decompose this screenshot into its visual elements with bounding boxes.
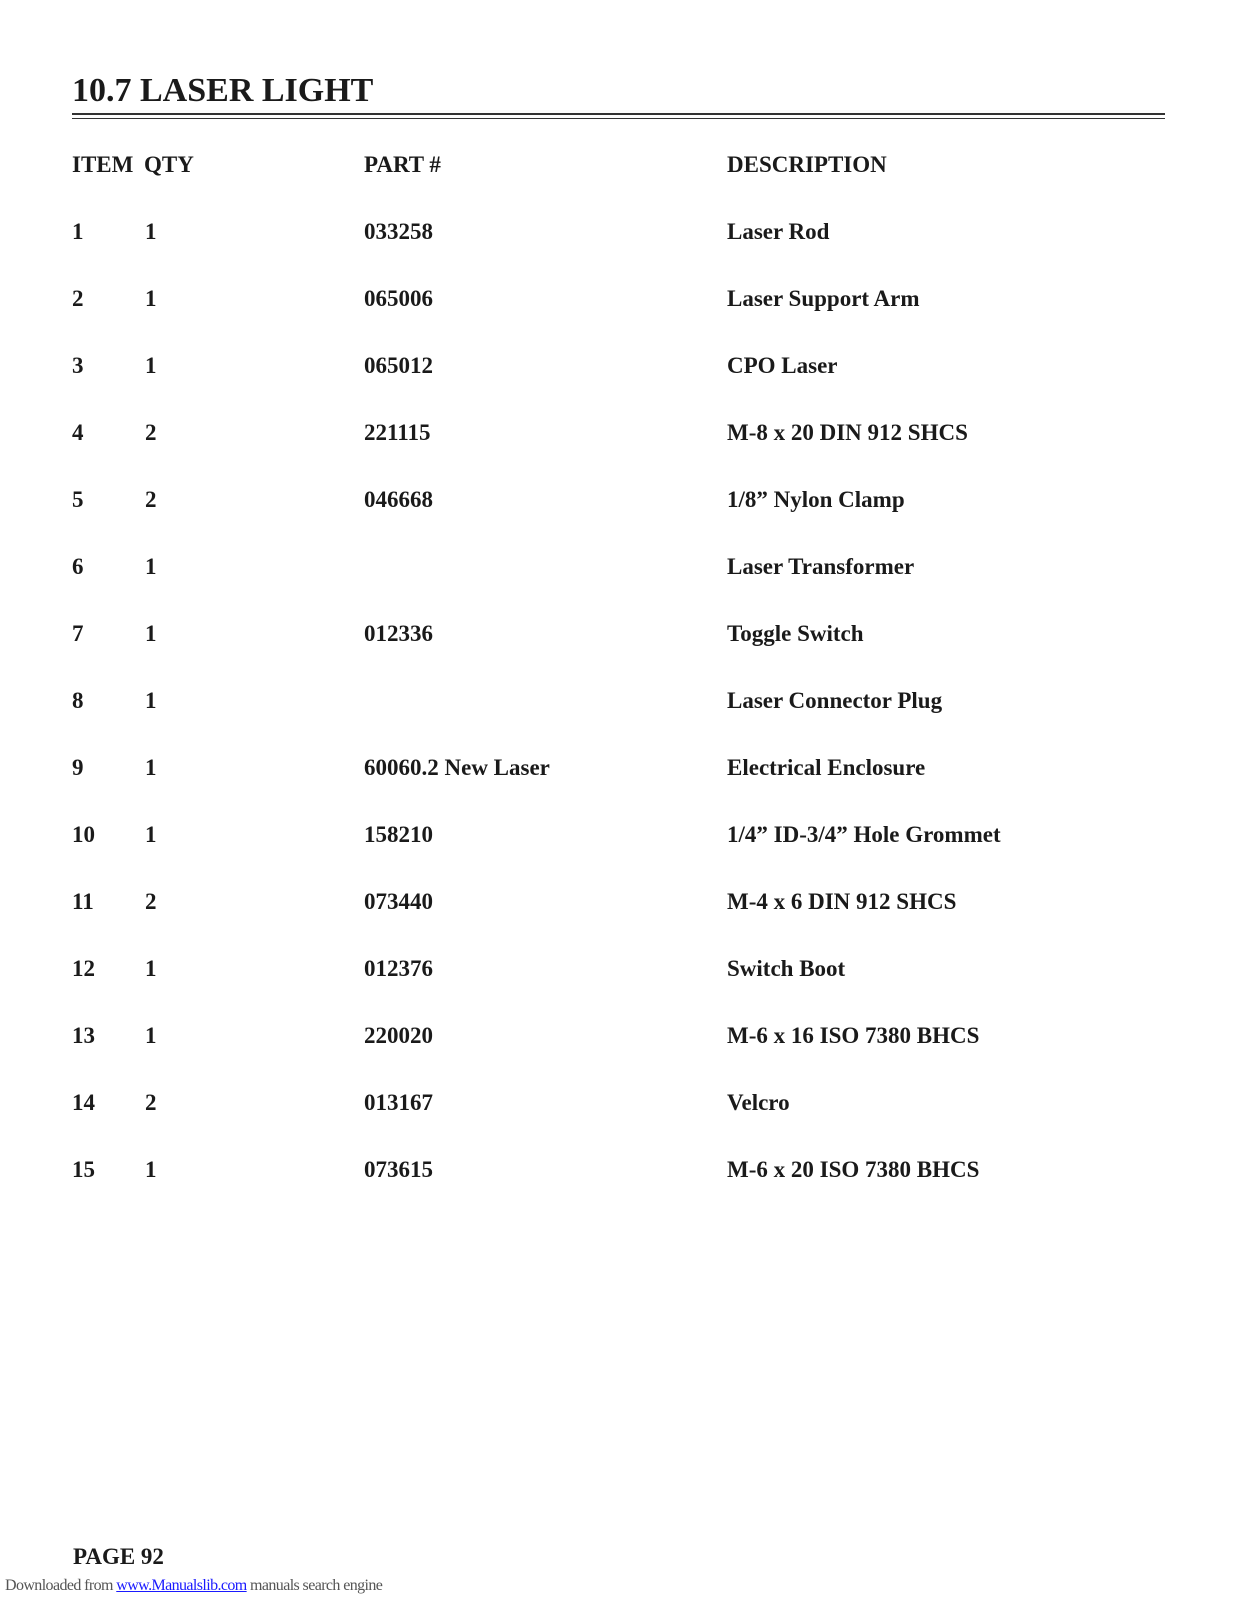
table-row: [72, 1023, 1165, 1090]
cell-item: 14: [72, 1090, 95, 1115]
cell-description: Laser Support Arm: [727, 286, 920, 311]
cell-part: 065006: [364, 286, 433, 311]
cell-description: Laser Transformer: [727, 554, 915, 579]
table-row: [72, 755, 1165, 822]
cell-description: Velcro: [727, 1090, 790, 1115]
title-rule-thick: [72, 113, 1165, 115]
cell-description: CPO Laser: [727, 353, 838, 378]
table-row: [72, 688, 1165, 755]
cell-qty: 1: [145, 621, 157, 646]
cell-qty: 1: [145, 219, 157, 244]
table-row: [72, 554, 1165, 621]
cell-qty: 1: [145, 554, 157, 579]
cell-description: Laser Rod: [727, 219, 830, 244]
cell-qty: 2: [145, 487, 157, 512]
cell-item: 2: [72, 286, 84, 311]
cell-description: M-8 x 20 DIN 912 SHCS: [727, 420, 968, 445]
cell-item: 1: [72, 219, 84, 244]
table-row: [72, 487, 1165, 554]
column-header-item: ITEM: [72, 152, 134, 177]
cell-qty: 1: [145, 286, 157, 311]
cell-qty: 1: [145, 956, 157, 981]
cell-description: M-6 x 20 ISO 7380 BHCS: [727, 1157, 980, 1182]
table-row: [72, 1157, 1165, 1224]
column-header-qty: QTY: [144, 152, 194, 177]
table-row: [72, 420, 1165, 487]
cell-item: 10: [72, 822, 95, 847]
cell-qty: 1: [145, 755, 157, 780]
cell-item: 15: [72, 1157, 95, 1182]
cell-part: 033258: [364, 219, 433, 244]
cell-qty: 1: [145, 688, 157, 713]
cell-part: 012336: [364, 621, 433, 646]
column-header-part: PART #: [364, 152, 441, 177]
page-title: 10.7 LASER LIGHT: [72, 72, 374, 109]
cell-description: Switch Boot: [727, 956, 846, 981]
cell-qty: 1: [145, 822, 157, 847]
table-row: [72, 956, 1165, 1023]
cell-item: 12: [72, 956, 95, 981]
cell-part: 158210: [364, 822, 433, 847]
table-body: [72, 219, 1165, 1224]
table-row: [72, 1090, 1165, 1157]
cell-qty: 1: [145, 1023, 157, 1048]
footer-prefix: Downloaded from: [5, 1577, 117, 1594]
cell-item: 13: [72, 1023, 95, 1048]
footer-suffix: manuals search engine: [246, 1577, 383, 1594]
cell-qty: 1: [145, 353, 157, 378]
column-header-description: DESCRIPTION: [727, 152, 887, 177]
cell-qty: 2: [145, 889, 157, 914]
cell-qty: 2: [145, 1090, 157, 1115]
title-rule-thin: [72, 118, 1165, 119]
cell-part: 065012: [364, 353, 433, 378]
cell-description: Electrical Enclosure: [727, 755, 926, 780]
cell-description: Laser Connector Plug: [727, 688, 943, 713]
table-row: [72, 621, 1165, 688]
cell-description: 1/4” ID-3/4” Hole Grommet: [727, 822, 1001, 847]
cell-item: 9: [72, 755, 84, 780]
page-number: PAGE 92: [73, 1544, 164, 1569]
table-row: [72, 889, 1165, 956]
cell-part: 046668: [364, 487, 433, 512]
cell-qty: 1: [145, 1157, 157, 1182]
cell-part: 221115: [364, 420, 431, 445]
cell-item: 7: [72, 621, 84, 646]
cell-description: Toggle Switch: [727, 621, 864, 646]
cell-part: 073615: [364, 1157, 433, 1182]
cell-description: M-4 x 6 DIN 912 SHCS: [727, 889, 957, 914]
table-row: [72, 353, 1165, 420]
cell-item: 6: [72, 554, 84, 579]
cell-item: 4: [72, 420, 84, 445]
cell-qty: 2: [145, 420, 157, 445]
cell-item: 3: [72, 353, 84, 378]
cell-part: 012376: [364, 956, 433, 981]
cell-part: 073440: [364, 889, 433, 914]
table-row: [72, 219, 1165, 286]
cell-part: 220020: [364, 1023, 433, 1048]
cell-item: 11: [72, 889, 94, 914]
table-row: [72, 286, 1165, 353]
download-footer: [5, 1577, 382, 1595]
table-row: [72, 822, 1165, 889]
cell-item: 8: [72, 688, 84, 713]
cell-item: 5: [72, 487, 84, 512]
manualslib-link[interactable]: www.Manualslib.com: [116, 1577, 247, 1594]
cell-description: 1/8” Nylon Clamp: [727, 487, 905, 512]
cell-part: 013167: [364, 1090, 433, 1115]
parts-table: [72, 152, 1165, 1224]
cell-description: M-6 x 16 ISO 7380 BHCS: [727, 1023, 980, 1048]
cell-part: 60060.2 New Laser: [364, 755, 550, 780]
table-header-row: [72, 152, 1165, 219]
